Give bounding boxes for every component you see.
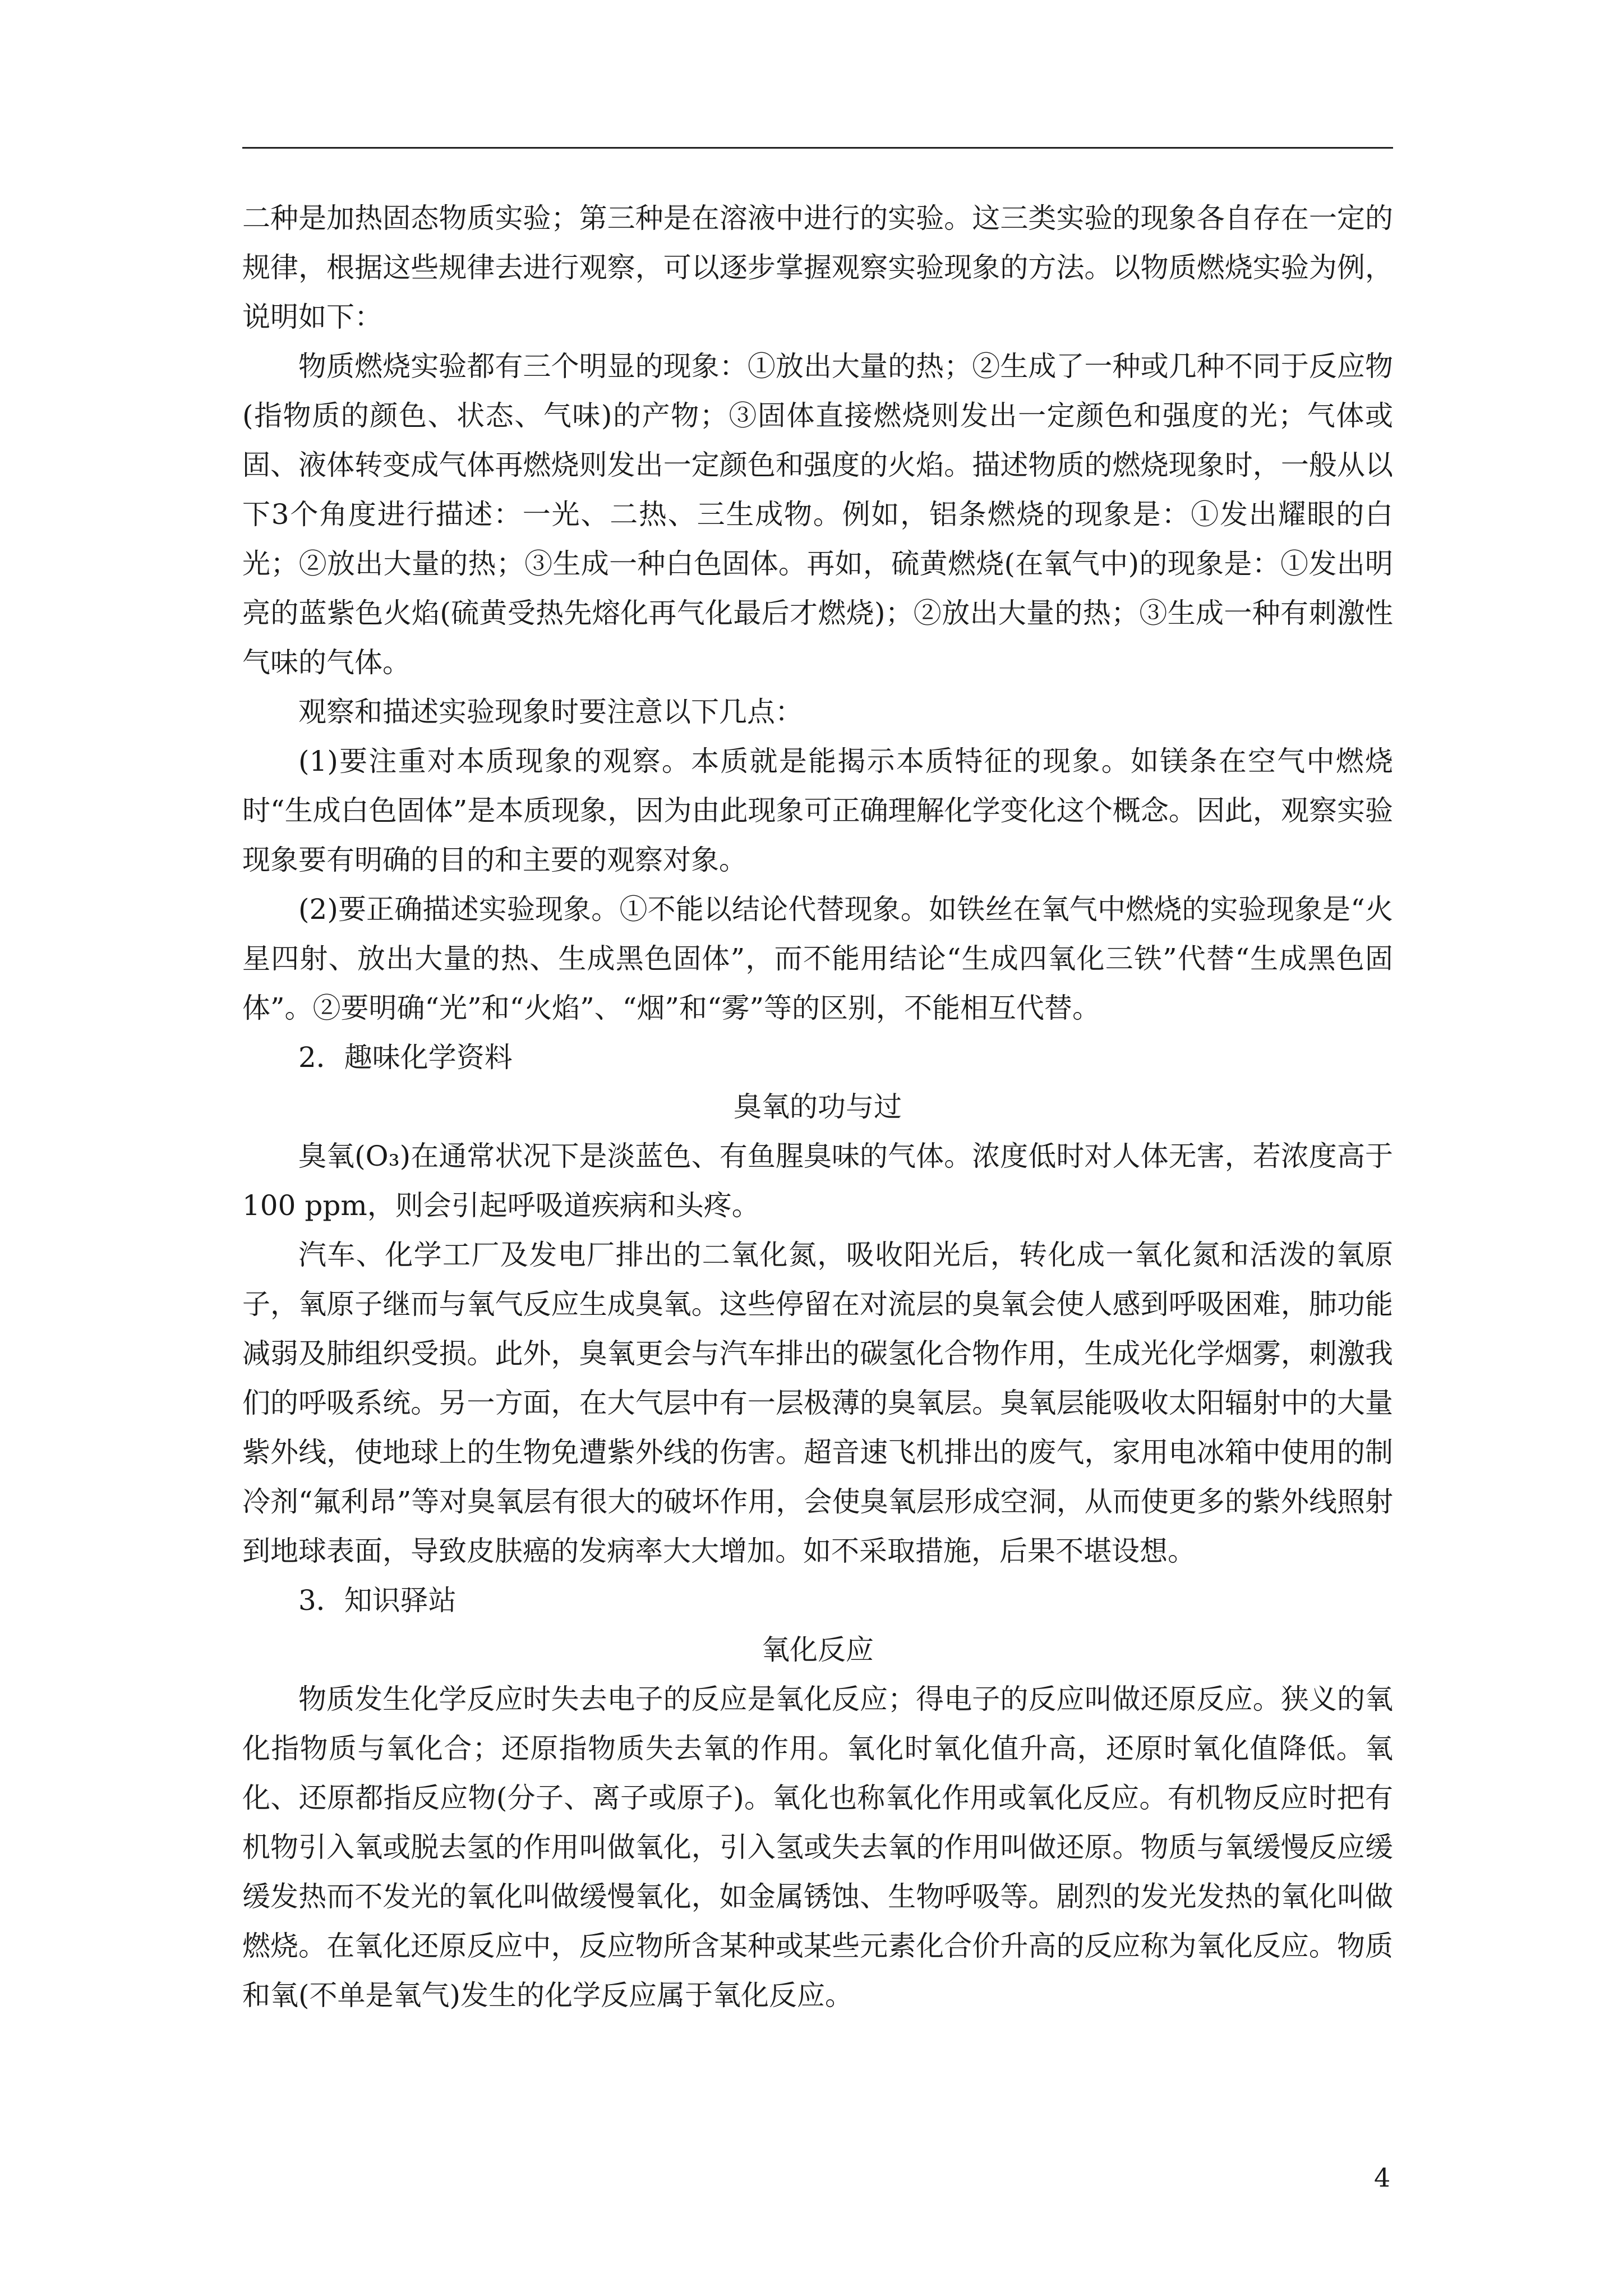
section-heading-2: 2．趣味化学资料 [298, 1041, 513, 1074]
header-rule [242, 147, 1393, 149]
paragraph-observation-notes: 观察和描述实验现象时要注意以下几点： [298, 696, 803, 728]
paragraph-point-2: (2)要正确描述实验现象。①不能以结论代替现象。如铁丝在氧气中燃烧的实验现象是“火星四射、放出大量的热、生成黑色固体”，而不能用结论“生成四氧化三铁”代替“生成黑色固体”。②要明确“光”和“火焰”、“烟”和“雾”等的区别，不能相互代替。 [242, 893, 1393, 1024]
oxidation-title: 氧化反应 [762, 1634, 874, 1666]
page-number: 4 [1374, 2162, 1391, 2193]
ozone-title: 臭氧的功与过 [734, 1091, 902, 1123]
paragraph-point-1: (1)要注重对本质现象的观察。本质就是能揭示本质特征的现象。如镁条在空气中燃烧时“生成白色固体”是本质现象，因为由此现象可正确理解化学变化这个概念。因此，观察实验现象要有明确的目的和主要的观察对象。 [242, 745, 1393, 876]
section-heading-3: 3．知识驿站 [298, 1584, 457, 1617]
paragraph-ozone-details: 汽车、化学工厂及发电厂排出的二氧化氮，吸收阳光后，转化成一氧化氮和活泼的氧原子，氧原子继而与氧气反应生成臭氧。这些停留在对流层的臭氧会使人感到呼吸困难，肺功能减弱及肺组织受损。此外，臭氧更会与汽车排出的碳氢化合物作用，生成光化学烟雾，刺激我们的呼吸系统。另一方面，在大气层中有一层极薄的臭氧层。臭氧层能吸收太阳辐射中的大量紫外线，使地球上的生物免遭紫外线的伤害。超音速飞机排出的废气，家用电冰箱中使用的制冷剂“氟利昂”等对臭氧层有很大的破坏作用，会使臭氧层形成空洞，从而使更多的紫外线照射到地球表面，导致皮肤癌的发病率大大增加。如不采取措施，后果不堪设想。 [242, 1239, 1393, 1567]
paragraph-ozone-intro: 臭氧(O₃)在通常状况下是淡蓝色、有鱼腥臭味的气体。浓度低时对人体无害，若浓度高于100 ppm，则会引起呼吸道疾病和头疼。 [242, 1140, 1393, 1222]
paragraph-oxidation: 物质发生化学反应时失去电子的反应是氧化反应；得电子的反应叫做还原反应。狭义的氧化指物质与氧化合；还原指物质失去氧的作用。氧化时氧化值升高，还原时氧化值降低。氧化、还原都指反应物(分子、离子或原子)。氧化也称氧化作用或氧化反应。有机物反应时把有机物引入氧或脱去氢的作用叫做氧化，引入氢或失去氧的作用叫做还原。物质与氧缓慢反应缓缓发热而不发光的氧化叫做缓慢氧化，如金属锈蚀、生物呼吸等。剧烈的发光发热的氧化叫做燃烧。在氧化还原反应中，反应物所含某种或某些元素化合价升高的反应称为氧化反应。物质和氧(不单是氧气)发生的化学反应属于氧化反应。 [242, 1683, 1393, 2012]
document-body [242, 194, 1393, 2020]
paragraph-continued-intro: 二种是加热固态物质实验；第三种是在溶液中进行的实验。这三类实验的现象各自存在一定的规律，根据这些规律去进行观察，可以逐步掌握观察实验现象的方法。以物质燃烧实验为例，说明如下： [242, 202, 1393, 333]
paragraph-combustion-phenomena: 物质燃烧实验都有三个明显的现象：①放出大量的热；②生成了一种或几种不同于反应物(指物质的颜色、状态、气味)的产物；③固体直接燃烧则发出一定颜色和强度的光；气体或固、液体转变成气体再燃烧则发出一定颜色和强度的火焰。描述物质的燃烧现象时，一般从以下3个角度进行描述：一光、二热、三生成物。例如，铝条燃烧的现象是：①发出耀眼的白光；②放出大量的热；③生成一种白色固体。再如，硫黄燃烧(在氧气中)的现象是：①发出明亮的蓝紫色火焰(硫黄受热先熔化再气化最后才燃烧)；②放出大量的热；③生成一种有刺激性气味的气体。 [242, 350, 1393, 679]
